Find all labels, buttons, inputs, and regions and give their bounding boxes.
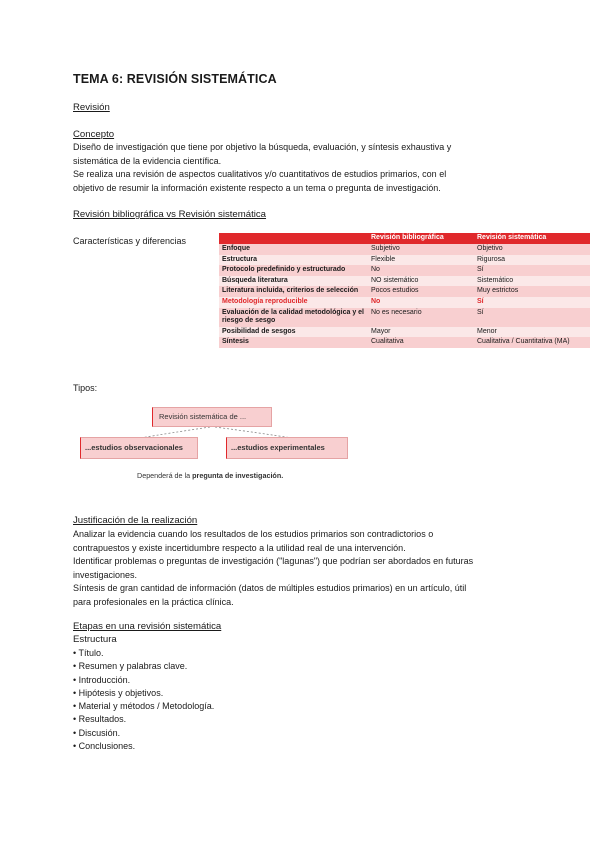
table-cell-sistem: Objetivo — [474, 244, 590, 255]
table-header-cell: Revisión sistemática — [474, 233, 590, 244]
table-cell-biblio: No — [368, 265, 474, 276]
table-row — [219, 286, 590, 297]
etapas-heading: Etapas en una revisión sistemática — [73, 621, 222, 632]
justificacion-text — [73, 528, 543, 609]
table-cell-biblio: Flexible — [368, 255, 474, 266]
page-title: TEMA 6: REVISIÓN SISTEMÁTICA — [73, 72, 277, 86]
diagram-node-experimentales: ...estudios experimentales — [226, 437, 348, 459]
table-header-cell — [219, 233, 368, 244]
diagram-node-observacionales: ...estudios observacionales — [80, 437, 198, 459]
concepto-line: Diseño de investigación que tiene por objetivo la búsqueda, evaluación, y síntesis exhaustiva y — [73, 142, 452, 152]
tipos-label: Tipos: — [73, 383, 98, 393]
table-cell-biblio: Pocos estudios — [368, 286, 474, 297]
comparison-label: Características y diferencias — [73, 236, 187, 246]
list-item: • Resultados. — [73, 714, 127, 725]
table-row — [219, 327, 590, 338]
table-row — [219, 244, 590, 255]
justificacion-line: Síntesis de gran cantidad de información (datos de múltiples estudios primarios) en un artículo, útil — [73, 583, 467, 593]
table-cell-sistem: Cualitativa / Cuantitativa (MA) — [474, 337, 590, 348]
table-cell-sistem: Rigurosa — [474, 255, 590, 266]
table-cell-feature: Búsqueda literatura — [219, 276, 368, 287]
table-cell-biblio: No es necesario — [368, 308, 474, 327]
table-cell-sistem: Menor — [474, 327, 590, 338]
table-cell-sistem: Muy estrictos — [474, 286, 590, 297]
table-cell-sistem: Sí — [474, 308, 590, 327]
tipos-note — [137, 471, 283, 480]
table-cell-feature: Literatura incluida, criterios de selección — [219, 286, 368, 297]
list-item: • Conclusiones. — [73, 741, 136, 752]
table-cell-sistem: Sistemático — [474, 276, 590, 287]
concepto-line: Se realiza una revisión de aspectos cualitativos y/o cuantitativos de estudios primarios, con el — [73, 169, 447, 179]
concepto-line: sistemática de la evidencia científica. — [73, 155, 222, 166]
table-cell-sistem: Sí — [474, 265, 590, 276]
list-item: • Título. — [73, 648, 104, 658]
justificacion-line: investigaciones. — [73, 569, 138, 580]
justificacion-line: contrapuestos y existe incertidumbre respecto a la utilidad real de una intervención. — [73, 542, 406, 553]
justificacion-line: Analizar la evidencia cuando los resultados de los estudios primarios son contradictorios o — [73, 529, 434, 539]
table-row — [219, 297, 590, 308]
table-cell-biblio: Mayor — [368, 327, 474, 338]
table-cell-feature: Enfoque — [219, 244, 368, 255]
table-cell-biblio: Subjetivo — [368, 244, 474, 255]
table-cell-biblio: No — [368, 297, 474, 308]
table-cell-biblio: NO sistemático — [368, 276, 474, 287]
etapas-subheading: Estructura — [73, 634, 117, 645]
table-cell-biblio: Cualitativa — [368, 337, 474, 348]
justificacion-line: para profesionales en la práctica clínica. — [73, 596, 234, 607]
table-cell-feature: Evaluación de la calidad metodológica y el riesgo de sesgo — [219, 308, 368, 327]
table-cell-feature: Metodología reproducible — [219, 297, 368, 308]
list-item: • Resumen y palabras clave. — [73, 661, 188, 672]
table-cell-sistem: Sí — [474, 297, 590, 308]
tipos-note-bold: pregunta de investigación. — [192, 471, 284, 480]
concepto-text — [73, 141, 543, 195]
table-row — [219, 337, 590, 348]
list-item: • Introducción. — [73, 674, 131, 685]
table-header-cell: Revisión bibliográfica — [368, 233, 474, 244]
table-row — [219, 255, 590, 266]
table-row — [219, 265, 590, 276]
list-item: • Discusión. — [73, 727, 121, 738]
concepto-heading: Concepto — [73, 129, 115, 140]
table-cell-feature: Estructura — [219, 255, 368, 266]
table-cell-feature: Protocolo predefinido y estructurado — [219, 265, 368, 276]
list-item: • Hipótesis y objetivos. — [73, 687, 164, 698]
table-cell-feature: Síntesis — [219, 337, 368, 348]
table-row — [219, 276, 590, 287]
comparison-table — [219, 233, 590, 348]
list-item: • Material y métodos / Metodología. — [73, 701, 215, 712]
section-revision-heading: Revisión — [73, 102, 110, 113]
table-header-row — [219, 233, 590, 244]
table-row — [219, 308, 590, 327]
justificacion-heading: Justificación de la realización — [73, 515, 198, 526]
comparison-heading: Revisión bibliográfica vs Revisión sistemática — [73, 209, 267, 220]
justificacion-line: Identificar problemas o preguntas de investigación ("lagunas") que podrían ser abordados en futuras — [73, 556, 474, 566]
etapas-list — [73, 647, 214, 753]
table-cell-feature: Posibilidad de sesgos — [219, 327, 368, 338]
diagram-node-root: Revisión sistemática de ... — [152, 407, 272, 427]
tipos-note-prefix: Dependerá de la — [137, 471, 193, 480]
concepto-line: objetivo de resumir la información existente respecto a un tema o pregunta de investigación. — [73, 182, 441, 193]
